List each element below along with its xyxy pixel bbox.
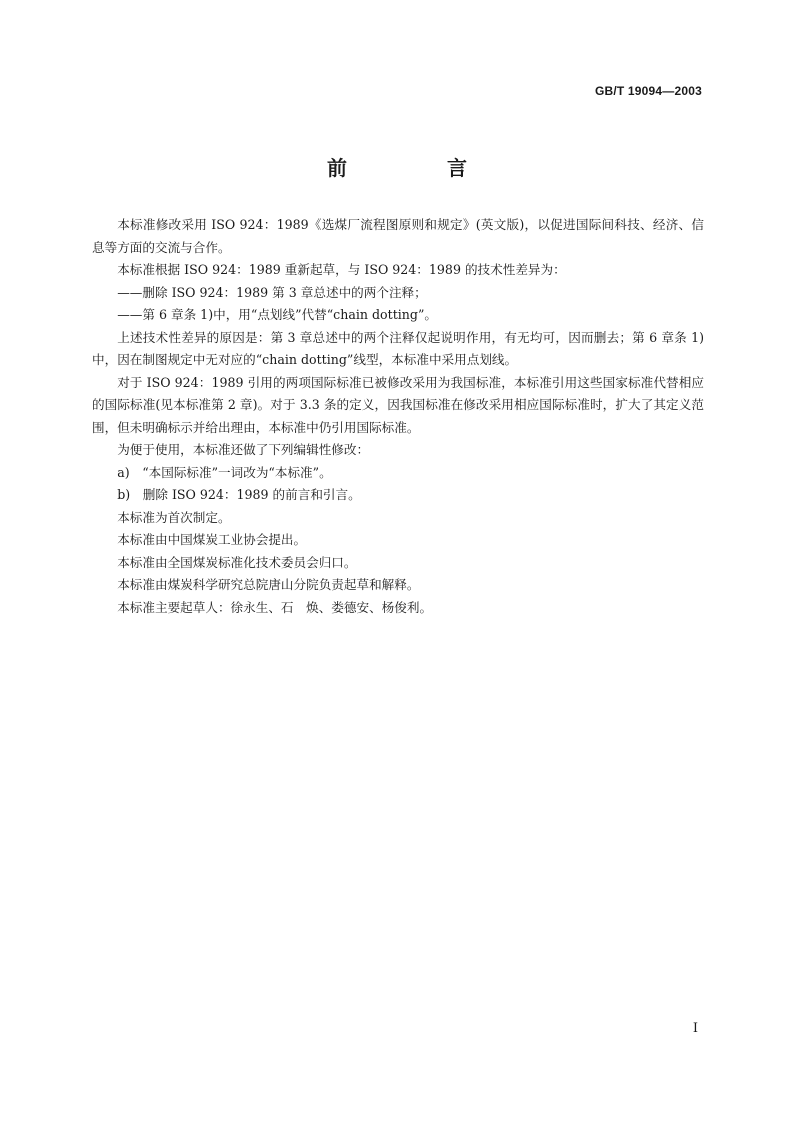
paragraph-proposer: 本标准由中国煤炭工业协会提出。 (117, 532, 307, 547)
page-number: I (692, 1021, 698, 1036)
paragraph-drafter-org: 本标准由煤炭科学研究总院唐山分院负责起草和解释。 (117, 577, 420, 592)
paragraph-editorial: 为便于使用，本标准还做了下列编辑性修改： (117, 442, 370, 457)
list-item-difference-1: ——删除 ISO 924：1989 第 3 章总述中的两个注释； (117, 284, 427, 300)
paragraph-references: 对于 ISO 924：1989 引用的两项国际标准已被修改采用为我国标准，本标准引用这些国家标准代替相应的国际标准(见本标准第 2 章)。对于 3.3 条的定义，因我国标准在修改采用相应国际标准时，扩大了其定义范围，但未明确标示并给出理由，本标准中仍引用国际标准。 (92, 374, 704, 435)
paragraph-drafters: 本标准主要起草人：徐永生、石 焕、娄德安、杨俊利。 (117, 599, 433, 615)
standard-number: GB/T 19094—2003 (594, 84, 702, 98)
list-item-difference-2: ——第 6 章条 1)中，用“点划线”代替“chain dotting”。 (117, 307, 437, 322)
paragraph-first-edition: 本标准为首次制定。 (117, 509, 231, 525)
paragraph-intro: 本标准修改采用 ISO 924：1989《选煤厂流程图原则和规定》(英文版)，以促进国际间科技、经济、信息等方面的交流与合作。 (92, 217, 704, 255)
paragraph-committee: 本标准由全国煤炭标准化技术委员会归口。 (117, 554, 357, 570)
foreword-body (92, 214, 704, 619)
list-item-editorial-b: b) 删除 ISO 924：1989 的前言和引言。 (117, 487, 361, 502)
paragraph-reasons: 上述技术性差异的原因是：第 3 章总述中的两个注释仅起说明作用，有无均可，因而删去；第 6 章条 1)中，因在制图规定中无对应的“chain dotting”线型，本标准中采用点划线。 (92, 329, 704, 367)
list-item-editorial-a: a) “本国际标准”一词改为“本标准”。 (117, 464, 332, 480)
page-title: 前 言 (327, 156, 507, 180)
paragraph-differences: 本标准根据 ISO 924：1989 重新起草，与 ISO 924：1989 的技术性差异为： (117, 262, 566, 277)
